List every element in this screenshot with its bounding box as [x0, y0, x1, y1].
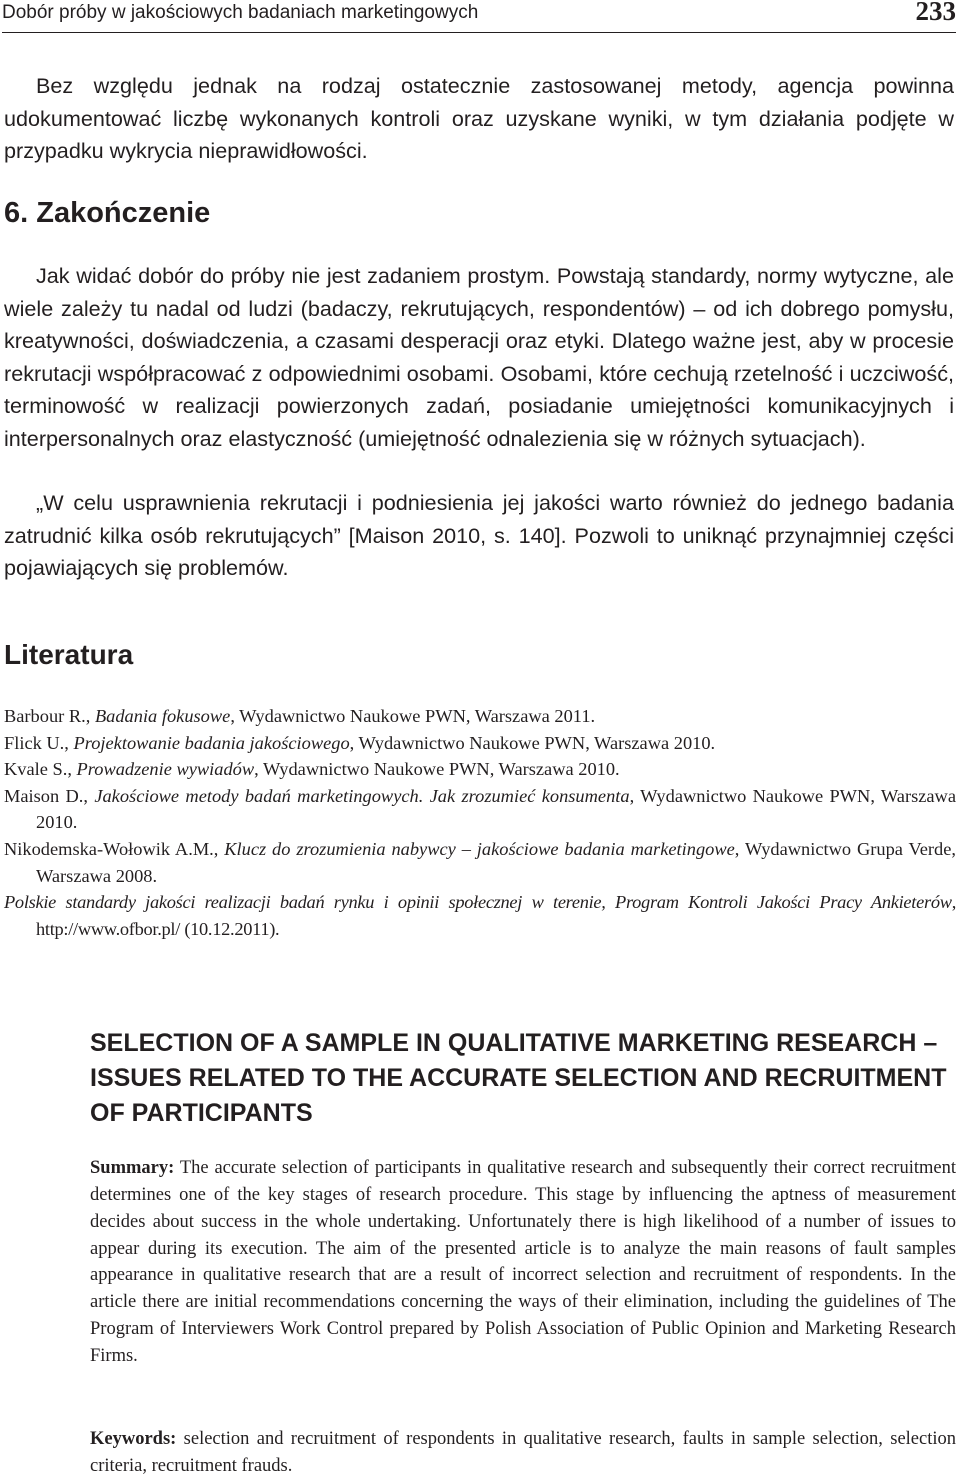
- reference-item: Flick U., Projektowanie badania jakościowego, Wydawnictwo Naukowe PWN, Warszawa 2010.: [4, 732, 716, 753]
- section-heading-conclusion: 6. Zakończenie: [4, 197, 211, 229]
- reference-item: [4, 889, 956, 942]
- page-number: 233: [915, 0, 956, 26]
- reference-author: Flick U.: [4, 732, 65, 753]
- reference-title: Polskie standardy jakości realizacji badań rynku i opinii społecznej w terenie, Program Kontroli Jakości Pracy Ankieterów: [4, 892, 952, 913]
- reference-publisher: , Wydawnictwo Naukowe PWN, Warszawa 2011.: [230, 706, 596, 726]
- reference-list: [4, 703, 956, 942]
- reference-publisher: , Wydawnictwo Naukowe PWN, Warszawa 2010.: [349, 732, 716, 753]
- reference-author: Barbour R.: [4, 706, 86, 726]
- keywords-text: selection and recruitment of respondents in qualitative research, faults in sample selection, selection criteria, recruitment frauds.: [90, 1429, 956, 1476]
- summary-paragraph: [90, 1155, 956, 1370]
- reference-publisher: , Wydawnictwo Naukowe PWN, Warszawa 2010.: [36, 785, 957, 833]
- literature-heading: Literatura: [4, 639, 134, 670]
- reference-publisher: , Wydawnictwo Grupa Verde, Warszawa 2008.: [36, 838, 956, 886]
- running-header: [2, 0, 956, 33]
- summary-text: The accurate selection of participants in qualitative research and subsequently their correct recruitment determines one of the key stages of research procedure. This stage by influencing the aptness of measurement decides about success in the whole undertaking. Unfortunately there is high likelihood of a number of issues to appear during its execution. The aim of the presented article is to analyze the main reasons of fault samples appearance in qualitative research that are a result of incorrect selection and recruitment of respondents. In the article there are initial recommendations concerning the ways of their elimination, including the guidelines of The Program of Interviewers Work Control prepared by Polish Association of Public Opinion and Marketing Research Firms.: [90, 1158, 956, 1366]
- reference-item: Kvale S., Prowadzenie wywiadów, Wydawnictwo Naukowe PWN, Warszawa 2010.: [4, 759, 620, 780]
- reference-publisher: , Wydawnictwo Naukowe PWN, Warszawa 2010.: [254, 759, 620, 780]
- reference-title: Badania fokusowe: [94, 706, 231, 726]
- intro-paragraph: Bez względu jednak na rodzaj ostatecznie zastosowanej metody, agencja powinna udokumentować liczbę wykonanych kontroli oraz uzyskane wyniki, w tym działania podjęte w przypadku wykrycia nieprawidłowości.: [4, 73, 954, 163]
- reference-item: Nikodemska-Wołowik A.M., Klucz do zrozumienia nabywcy – jakościowe badania marketingowe, Wydawnictwo Grupa Verde, Warszawa 2008.: [4, 838, 956, 886]
- reference-link[interactable]: , http://www.ofbor.pl/ (10.12.2011).: [36, 892, 956, 939]
- reference-title: Projektowanie badania jakościowego: [73, 732, 350, 753]
- english-title: SELECTION OF A SAMPLE IN QUALITATIVE MARKETING RESEARCH – ISSUES RELATED TO THE ACCURATE SELECTION AND RECRUITMENT OF PARTICIPANTS: [90, 1029, 947, 1127]
- reference-author: Maison D.: [4, 785, 84, 806]
- reference-title: Jakościowe metody badań marketingowych. Jak zrozumieć konsumenta: [94, 785, 630, 806]
- conclusion-paragraph-1: Jak widać dobór do próby nie jest zadaniem prostym. Powstają standardy, normy wytyczne, ale wiele zależy tu nadal od ludzi (badaczy, rekrutujących, respondentów) – od ich dobrego pomysłu, kreatywności, doświadczenia, a czasami desperacji oraz etyki. Dlatego ważne jest, aby w procesie rekrutacji współpracować z odpowiednimi osobami. Osobami, które cechują rzetelność i uczciwość, terminowość w realizacji powierzonych zadań, posiadanie umiejętności komunikacyjnych i interpersonalnych oraz elastyczność (umiejętność odnalezienia się w różnych sytuacjach).: [4, 263, 954, 451]
- reference-item: Barbour R., Badania fokusowe, Wydawnictwo Naukowe PWN, Warszawa 2011.: [4, 706, 596, 726]
- keywords-paragraph: [90, 1426, 956, 1480]
- reference-author: Kvale S.: [4, 759, 68, 780]
- reference-title: Prowadzenie wywiadów: [76, 759, 255, 780]
- running-title: Dobór próby w jakościowych badaniach marketingowych: [2, 2, 479, 23]
- reference-item: Maison D., Jakościowe metody badań marketingowych. Jak zrozumieć konsumenta, Wydawnictwo Naukowe PWN, Warszawa 2010.: [4, 785, 957, 833]
- keywords-label: Keywords:: [90, 1429, 177, 1449]
- reference-author: Nikodemska-Wołowik A.M.: [4, 838, 214, 859]
- conclusion-paragraph-2: „W celu usprawnienia rekrutacji i podniesienia jej jakości warto również do jednego badania zatrudnić kilka osób rekrutujących” [Maison 2010, s. 140]. Pozwoli to uniknąć przynajmniej części pojawiających się problemów.: [4, 490, 954, 580]
- reference-title: Klucz do zrozumienia nabywcy – jakościowe badania marketingowe: [224, 838, 735, 859]
- summary-label: Summary:: [90, 1158, 175, 1178]
